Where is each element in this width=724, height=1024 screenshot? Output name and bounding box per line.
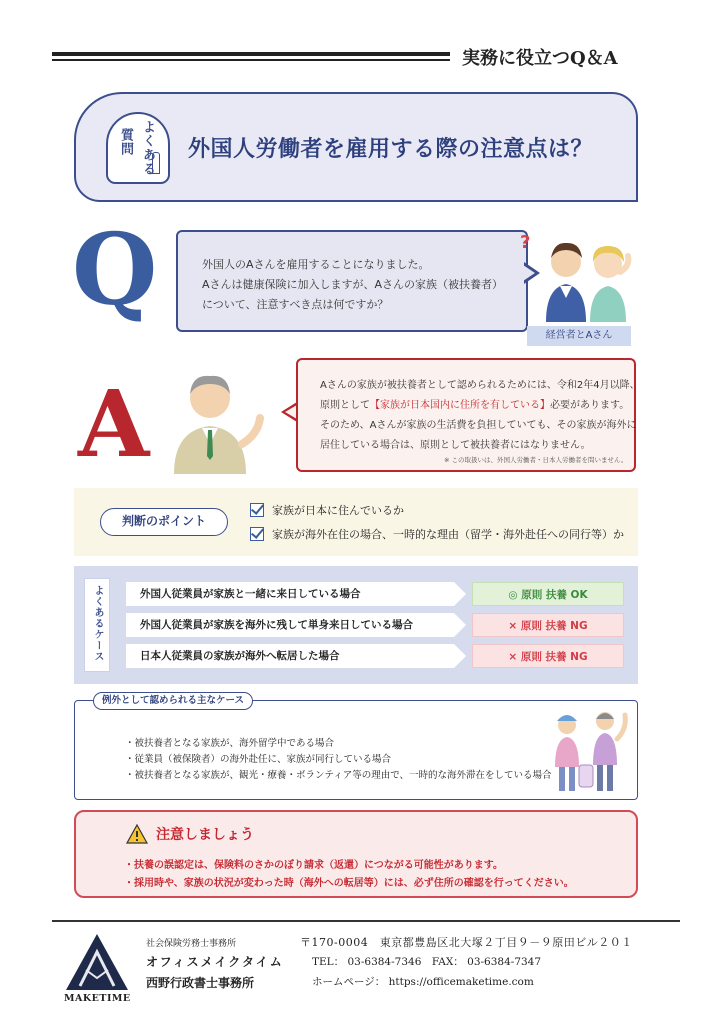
office-address: 〒170-0004 東京都豊島区北大塚２丁目９－９原田ビル２０１: [300, 936, 633, 949]
answer-highlight: 【家族が日本国内に住所を有している】: [370, 400, 550, 411]
faq-badge-line2: 質問: [118, 128, 133, 156]
answer-text: 必要があります。: [550, 400, 630, 411]
question-mark-icon: ?: [520, 232, 531, 253]
exception-item: ・被扶養者となる家族が、観光・療養・ボランティア等の理由で、一時的な海外滞在をしている場合: [125, 770, 552, 781]
illustration-caption: 経営者とAさん: [527, 326, 631, 346]
office-type: 社会保険労務士事務所: [146, 939, 237, 949]
answer-line: そのため、Aさんが家族の生活費を負担していても、その家族が海外に: [320, 420, 637, 431]
check-item-text: 家族が海外在住の場合、一時的な理由（留学・海外赴任への同行等）か: [272, 528, 624, 541]
question-line: Aさんは健康保険に加入しますが、Aさんの家族（被扶養者）: [202, 278, 504, 291]
exception-item: ・被扶養者となる家族が、海外留学中である場合: [125, 738, 335, 749]
logo-text: MAKETIME: [64, 993, 131, 1004]
check-item-text: 家族が日本に住んでいるか: [272, 504, 404, 517]
businessman-illustration: [170, 364, 266, 474]
warning-icon: [126, 824, 148, 844]
case-result-ng: × 原則 扶養 NG: [472, 644, 624, 668]
check-item: [250, 526, 624, 542]
header-title: 実務に役立つQ＆A: [462, 48, 618, 69]
answer-letter: A: [78, 370, 150, 478]
case-result-ok: ◎ 原則 扶養 OK: [472, 582, 624, 606]
footer-rule: [52, 920, 680, 922]
question-banner: [74, 92, 638, 202]
travelers-illustration: [543, 705, 633, 797]
common-cases: [74, 566, 638, 684]
office-name: オフィスメイクタイム: [146, 955, 284, 969]
cases-label: よくあるケース: [92, 585, 103, 662]
question-line: について、注意すべき点は何ですか？: [202, 298, 389, 311]
case-description: 外国人従業員が家族を海外に残して単身来日している場合: [126, 613, 454, 637]
faq-badge-line1: よくある: [140, 120, 155, 176]
judgment-label: 判断のポイント: [100, 508, 228, 536]
case-result-ng: × 原則 扶養 NG: [472, 613, 624, 637]
case-description: 日本人従業員の家族が海外へ転居した場合: [126, 644, 454, 668]
answer-bubble: [296, 358, 640, 472]
caution-item: ・扶養の誤認定は、保険料のさかのぼり請求（返還）につながる可能性があります。: [124, 860, 503, 871]
answer-line: 居住している場合は、原則として被扶養者にはなりません。: [320, 440, 591, 451]
two-men-illustration: [530, 232, 638, 322]
exception-cases: [74, 695, 638, 800]
answer-note: ※ この取扱いは、外国人労働者・日本人労働者を問いません。: [444, 456, 628, 464]
header-rule: [52, 52, 450, 64]
exception-label: 例外として認められる主なケース: [93, 692, 253, 710]
cases-label-box: [84, 578, 110, 672]
check-item: [250, 502, 404, 518]
question-letter: Q: [72, 213, 158, 328]
answer-line: Aさんの家族が被扶養者として認められるためには、令和2年4月以降、: [320, 380, 640, 391]
office-name-2: 西野行政書士事務所: [146, 976, 255, 990]
checkbox-checked-icon: [250, 503, 264, 517]
exception-item: ・従業員（被保険者）の海外赴任に、家族が同行している場合: [125, 754, 392, 765]
caution-box: [74, 810, 638, 898]
judgment-points: [74, 488, 638, 556]
pencil-icon: [152, 152, 160, 174]
question-bubble: [176, 230, 531, 332]
case-description: 外国人従業員が家族と一緒に来日している場合: [126, 582, 454, 606]
banner-title: 外国人労働者を雇用する際の注意点は？: [188, 137, 594, 162]
office-phone: TEL： 03-6384-7346 FAX： 03-6384-7347: [312, 956, 542, 968]
caution-title: 注意しましょう: [156, 827, 254, 843]
caution-item: ・採用時や、家族の状況が変わった時（海外への転居等）には、必ず住所の確認を行ってください。: [124, 878, 574, 889]
faq-badge: [106, 112, 170, 184]
question-line: 外国人のAさんを雇用することになりました。: [202, 258, 430, 271]
office-website: ホームページ： https://officemaketime.com: [312, 976, 534, 988]
answer-line: [320, 396, 629, 411]
answer-text: 原則として: [320, 400, 370, 411]
checkbox-checked-icon: [250, 527, 264, 541]
